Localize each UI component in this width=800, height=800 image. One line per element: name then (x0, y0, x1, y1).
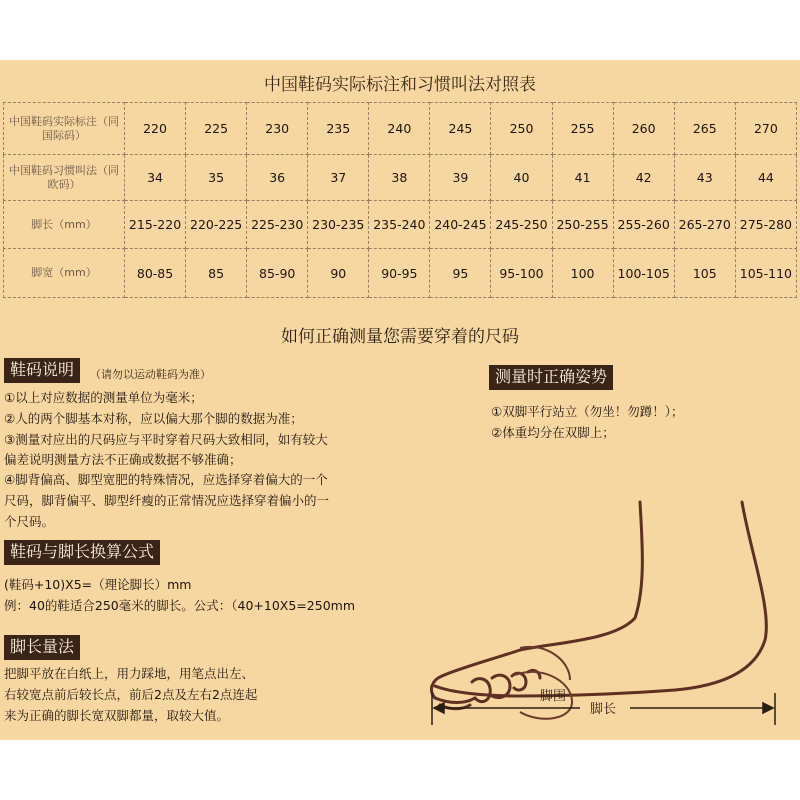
size-note-line: ③测量对应出的尺码应与平时穿着尺码大致相同，如有较大 (4, 432, 328, 447)
table-cell: 220 (125, 103, 186, 155)
table-cell: 265-270 (674, 201, 735, 249)
table-cell: 34 (125, 155, 186, 201)
table-cell: 40 (491, 155, 552, 201)
table-cell: 43 (674, 155, 735, 201)
row-header: 脚长（mm） (4, 201, 125, 249)
size-guide-sheet (0, 60, 800, 740)
size-chart-title: 中国鞋码实际标注和习惯叫法对照表 (264, 75, 536, 95)
table-cell: 44 (735, 155, 796, 201)
table-cell: 255 (552, 103, 613, 155)
table-row (4, 249, 797, 298)
size-note-line: 偏差说明测量方法不正确或数据不够准确； (4, 452, 242, 467)
size-notes-note: （请勿以运动鞋码为准） (90, 368, 211, 381)
table-cell: 42 (613, 155, 674, 201)
table-cell: 235-240 (369, 201, 430, 249)
girth-label: 脚围 (540, 689, 567, 704)
size-note-line: ④脚背偏高、脚型宽肥的特殊情况，应选择穿着偏大的一个 (4, 472, 328, 487)
table-cell: 85 (186, 249, 247, 298)
size-chart-table (3, 102, 797, 298)
table-cell: 100 (552, 249, 613, 298)
table-cell: 250-255 (552, 201, 613, 249)
size-note-line: ②人的两个脚基本对称，应以偏大那个脚的数据为准； (4, 411, 303, 426)
table-cell: 270 (735, 103, 796, 155)
posture-line: ①双脚平行站立（勿坐！勿蹲！）； (491, 404, 684, 419)
method-heading: 脚长量法 (4, 635, 80, 660)
formula-line: (鞋码+10)X5=（理论脚长）mm (4, 577, 192, 592)
row-header: 中国鞋码习惯叫法（同欧码） (4, 155, 125, 201)
table-cell: 37 (308, 155, 369, 201)
table-cell: 245-250 (491, 201, 552, 249)
table-cell: 235 (308, 103, 369, 155)
size-note-line: 个尺码。 (4, 514, 55, 529)
posture-heading: 测量时正确姿势 (489, 365, 613, 390)
table-cell: 85-90 (247, 249, 308, 298)
table-cell: 250 (491, 103, 552, 155)
table-cell: 265 (674, 103, 735, 155)
table-cell: 100-105 (613, 249, 674, 298)
table-cell: 38 (369, 155, 430, 201)
method-line: 右较宽点前后较长点，前后2点及左右2点连起 (4, 687, 258, 702)
table-cell: 105-110 (735, 249, 796, 298)
size-note-line: 尺码，脚背偏平、脚型纤瘦的正常情况应选择穿着偏小的一 (4, 493, 330, 508)
table-cell: 215-220 (125, 201, 186, 249)
table-row (4, 201, 797, 249)
table-cell: 220-225 (186, 201, 247, 249)
table-cell: 245 (430, 103, 491, 155)
table-row (4, 103, 797, 155)
table-cell: 240 (369, 103, 430, 155)
table-cell: 39 (430, 155, 491, 201)
row-header: 脚宽（mm） (4, 249, 125, 298)
table-cell: 36 (247, 155, 308, 201)
table-cell: 255-260 (613, 201, 674, 249)
table-cell: 95-100 (491, 249, 552, 298)
size-notes-heading: 鞋码说明 (4, 358, 80, 383)
table-cell: 95 (430, 249, 491, 298)
foot-diagram (420, 500, 790, 725)
table-row (4, 155, 797, 201)
size-note-line: ①以上对应数据的测量单位为毫米； (4, 390, 203, 405)
length-label: 脚长 (590, 702, 617, 717)
row-header: 中国鞋码实际标注（同国际码） (4, 103, 125, 155)
table-cell: 225 (186, 103, 247, 155)
foot-outline (431, 502, 766, 709)
table-cell: 260 (613, 103, 674, 155)
table-cell: 105 (674, 249, 735, 298)
table-cell: 90 (308, 249, 369, 298)
method-line: 把脚平放在白纸上，用力踩地，用笔点出左、 (4, 666, 255, 681)
table-cell: 230-235 (308, 201, 369, 249)
table-cell: 240-245 (430, 201, 491, 249)
formula-line: 例：40的鞋适合250毫米的脚长。公式：（40+10X5=250mm (4, 598, 356, 613)
table-cell: 225-230 (247, 201, 308, 249)
table-cell: 80-85 (125, 249, 186, 298)
table-cell: 41 (552, 155, 613, 201)
posture-line: ②体重均分在双脚上； (491, 425, 615, 440)
method-line: 来为正确的脚长宽双脚都量，取较大值。 (4, 708, 230, 723)
formula-heading: 鞋码与脚长换算公式 (4, 540, 160, 565)
measure-section-title: 如何正确测量您需要穿着的尺码 (281, 327, 519, 347)
table-cell: 90-95 (369, 249, 430, 298)
table-cell: 230 (247, 103, 308, 155)
table-cell: 275-280 (735, 201, 796, 249)
table-cell: 35 (186, 155, 247, 201)
